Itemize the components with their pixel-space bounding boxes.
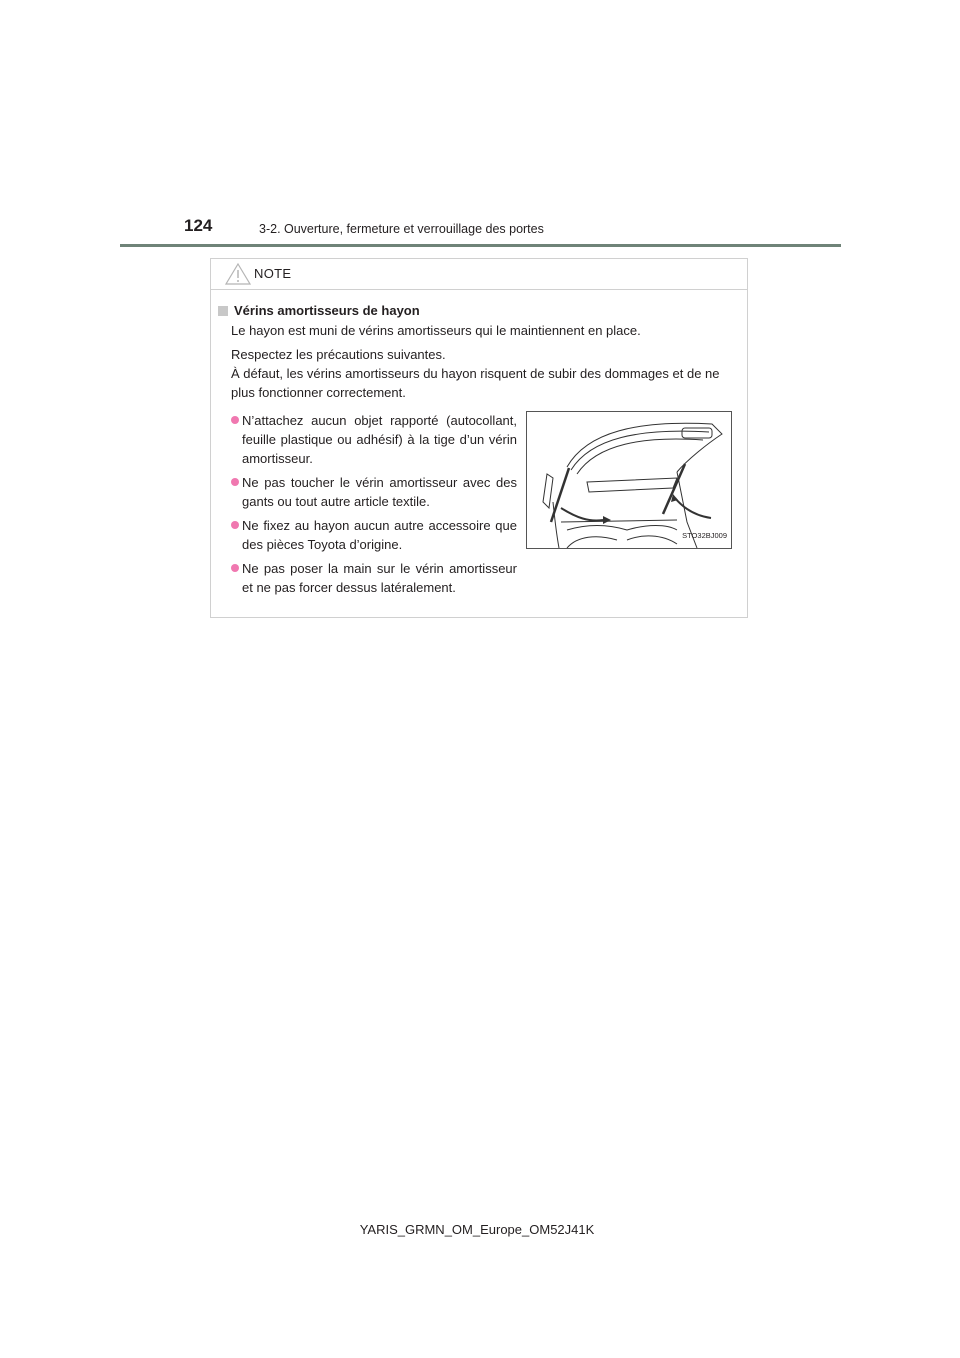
paragraph-1: Le hayon est muni de vérins amortisseurs qui le maintiennent en place.: [231, 323, 641, 338]
footer: [0, 1222, 960, 1237]
bullet-dot-icon: [231, 564, 239, 572]
list-item: Ne pas toucher le vérin amortisseur avec des gants ou tout autre article textile.: [231, 473, 517, 511]
note-header: [211, 259, 747, 290]
note-heading-text: Vérins amortisseurs de hayon: [234, 303, 420, 318]
tailgate-illustration: [526, 411, 732, 549]
document-id: YARIS_GRMN_OM_Europe_OM52J41K: [359, 1222, 595, 1237]
note-label: NOTE: [254, 266, 292, 281]
page-number: 124: [184, 216, 213, 235]
bullet-dot-icon: [231, 478, 239, 486]
note-heading: [218, 301, 420, 320]
paragraph-2-line-1: Respectez les précautions suivantes.: [231, 347, 446, 362]
bullet-dot-icon: [231, 416, 239, 424]
note-box: [210, 258, 748, 618]
paragraph-2: [231, 345, 743, 402]
warning-triangle-icon: [225, 263, 251, 285]
bullet-list: [231, 411, 517, 602]
section-title: 3-2. Ouverture, fermeture et verrouillage des portes: [259, 222, 544, 236]
list-item: Ne pas poser la main sur le vérin amortisseur et ne pas forcer dessus latéralement.: [231, 559, 517, 597]
bullet-dot-icon: [231, 521, 239, 529]
square-bullet-icon: [218, 306, 228, 316]
figure-code: STO32BJ009: [682, 531, 727, 540]
list-item: N’attachez aucun objet rapporté (autocollant, feuille plastique ou adhésif) à la tige d’un vérin amortisseur.: [231, 411, 517, 468]
list-item: Ne fixez au hayon aucun autre accessoire que des pièces Toyota d’origine.: [231, 516, 517, 554]
paragraph-2-line-2: À défaut, les vérins amortisseurs du hayon risquent de subir des dommages et de ne plus fonctionner correctement.: [231, 366, 720, 400]
header-rule: [120, 244, 841, 247]
